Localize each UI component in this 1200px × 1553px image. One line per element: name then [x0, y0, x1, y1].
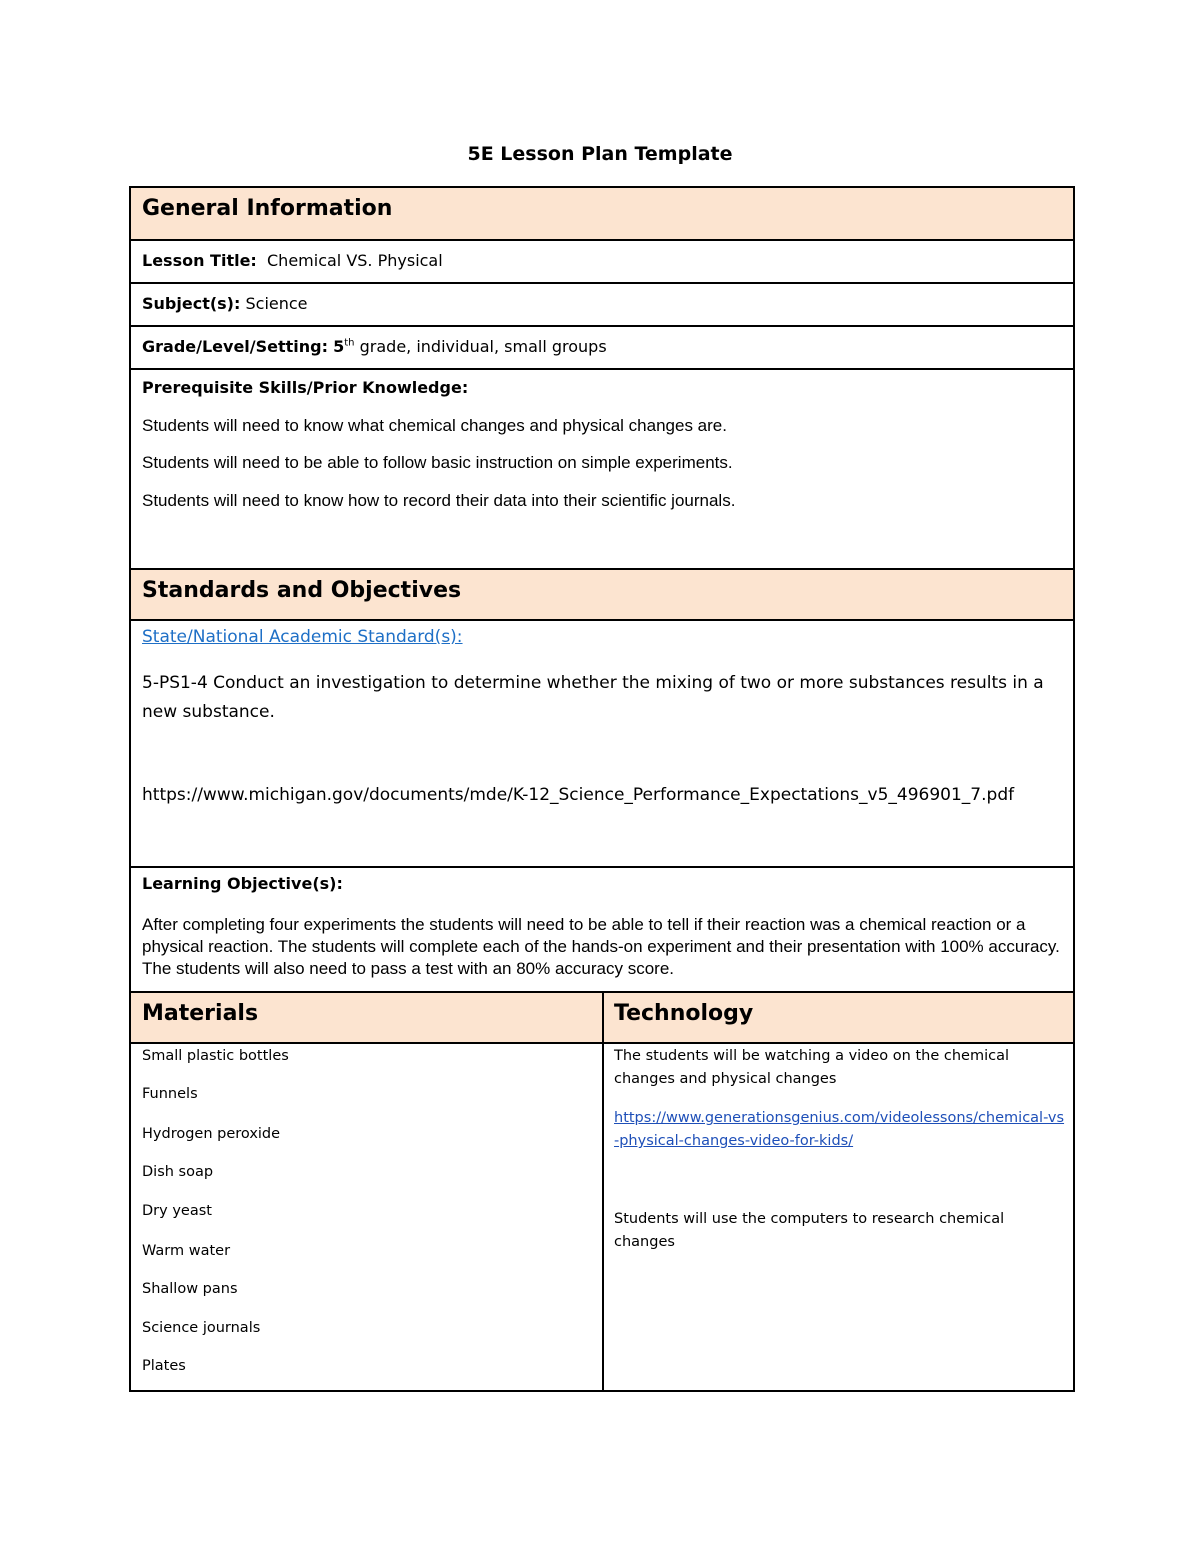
learning-objective-row [131, 866, 1073, 991]
technology-computers-text: Students will use the computers to research chemical changes [614, 1211, 1005, 1250]
standards-heading: Standards and Objectives [142, 578, 462, 603]
state-standard-link[interactable]: State/National Academic Standard(s): [142, 627, 463, 647]
grade-number: 5 [333, 337, 345, 356]
learning-objective-text: After completing four experiments the students will need to be able to tell if their reaction was a chemical reaction or a physical reaction. The students will complete each of the hands-on experiment and their presentation with 100% accuracy. The students will also need to pass a test with an 80% accuracy score. [142, 915, 1060, 978]
learning-objective-label: Learning Objective(s): [142, 874, 343, 893]
materials-technology-header [131, 991, 1073, 1042]
column-divider [602, 993, 604, 1042]
lesson-title-value: Chemical VS. Physical [267, 251, 443, 270]
video-link[interactable]: https://www.generationsgenius.com/videolessons/chemical-vs-physical-changes-video-for-kids/ [614, 1110, 1065, 1149]
material-item: Small plastic bottles [142, 1048, 289, 1064]
technology-video-text: The students will be watching a video on the chemical changes and physical changes [614, 1048, 1009, 1087]
technology-heading: Technology [614, 1001, 754, 1026]
lesson-title-label: Lesson Title: [142, 251, 257, 270]
prerequisite-row [131, 368, 1073, 568]
standards-header [131, 568, 1073, 619]
standard-text: 5-PS1-4 Conduct an investigation to determine whether the mixing of two or more substances results in a new substance. [142, 673, 1044, 722]
standards-row [131, 619, 1073, 866]
document-title: 5E Lesson Plan Template [467, 143, 733, 165]
material-item: Plates [142, 1358, 186, 1374]
prerequisite-line: Students will need to know how to record their data into their scientific journals. [142, 491, 736, 510]
materials-heading: Materials [142, 1001, 259, 1026]
material-item: Funnels [142, 1086, 198, 1102]
subject-row [131, 282, 1073, 325]
subject-label: Subject(s): [142, 294, 241, 313]
material-item: Warm water [142, 1243, 231, 1259]
prerequisite-line: Students will need to be able to follow basic instruction on simple experiments. [142, 453, 733, 472]
lesson-title-row [131, 239, 1073, 282]
lesson-plan-table [129, 186, 1075, 1392]
grade-label: Grade/Level/Setting: [142, 337, 329, 356]
material-item: Shallow pans [142, 1281, 238, 1297]
grade-description: grade, individual, small groups [359, 337, 607, 356]
material-item: Science journals [142, 1320, 261, 1336]
material-item: Hydrogen peroxide [142, 1126, 281, 1142]
general-information-heading: General Information [142, 196, 393, 221]
material-item: Dish soap [142, 1164, 214, 1180]
general-information-header [131, 188, 1073, 239]
subject-value: Science [245, 294, 308, 313]
prerequisite-label: Prerequisite Skills/Prior Knowledge: [142, 378, 469, 397]
materials-technology-row [131, 1042, 1073, 1390]
prerequisite-line: Students will need to know what chemical changes and physical changes are. [142, 416, 727, 435]
standard-url: https://www.michigan.gov/documents/mde/K-12_Science_Performance_Expectations_v5_496901_7.pdf [142, 785, 1015, 805]
grade-suffix: th [344, 337, 355, 349]
grade-row [131, 325, 1073, 368]
column-divider [602, 1044, 604, 1390]
material-item: Dry yeast [142, 1203, 212, 1219]
